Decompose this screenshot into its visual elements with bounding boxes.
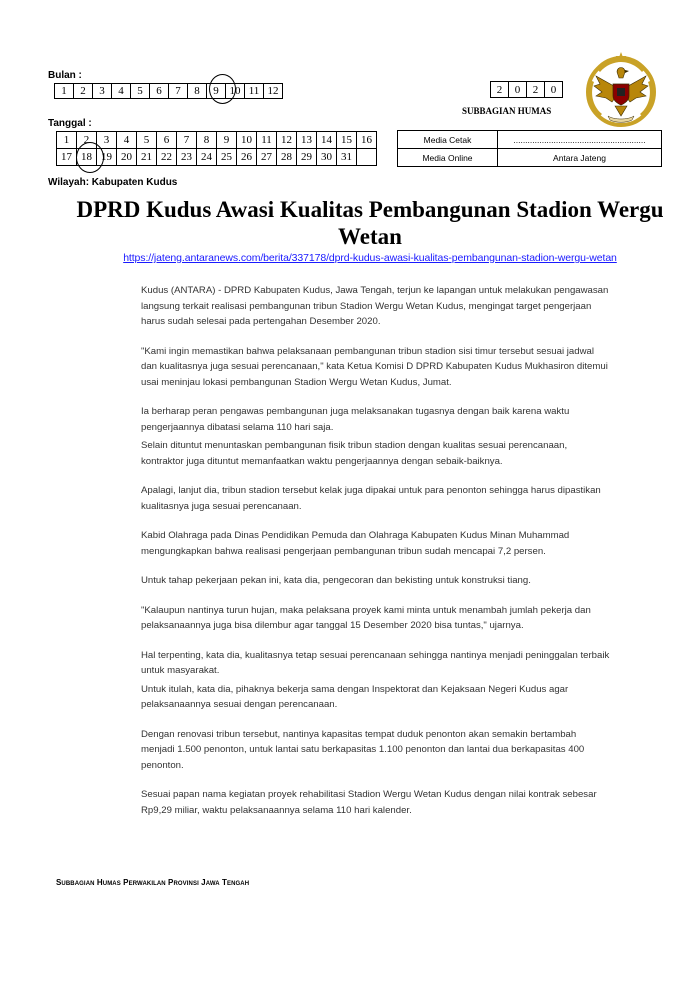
date-cell: 19 [97, 149, 117, 166]
month-cell-selected: 9 [207, 84, 226, 99]
date-cell: 30 [317, 149, 337, 166]
year-digit: 0 [545, 82, 563, 98]
date-cell: 4 [117, 132, 137, 149]
year-digit: 2 [491, 82, 509, 98]
date-cell: 14 [317, 132, 337, 149]
media-cetak-value: ........................................................ [498, 131, 662, 149]
date-cell: 7 [177, 132, 197, 149]
date-cell: 15 [337, 132, 357, 149]
date-cell: 25 [217, 149, 237, 166]
date-cell: 3 [97, 132, 117, 149]
month-cell: 1 [55, 84, 74, 99]
article-paragraph: Kudus (ANTARA) - DPRD Kabupaten Kudus, Jawa Tengah, terjun ke lapangan untuk melakukan pengawasan langsung terkait realisasi pembangunan tribun Stadion Wergu Wetan Kudus, mengingat target pengerjaan harus sudah selesai pada pertengahan Desember 2020. [141, 285, 609, 327]
article-paragraph: Selain dituntut menuntaskan pembangunan fisik tribun stadion dengan kualitas sesuai perencanaan, kontraktor juga dituntut memanfaatkan waktu pengerjaannya dengan sebaik-baiknya. [141, 440, 568, 467]
month-table [54, 83, 283, 99]
article-paragraph: Ia berharap peran pengawas pembangunan juga melaksanakan tugasnya dengan baik karena waktu pengerjaannya dibatasi selama 110 hari saja. [141, 406, 570, 433]
date-cell: 5 [137, 132, 157, 149]
date-cell: 9 [217, 132, 237, 149]
media-online-label: Media Online [398, 149, 498, 167]
article-paragraph: Apalagi, lanjut dia, tribun stadion tersebut kelak juga dipakai untuk para penonton sehingga harus dipastikan kualitasnya juga sesuai perencanaan. [141, 485, 601, 512]
date-cell: 17 [57, 149, 77, 166]
article-paragraph: Sesuai papan nama kegiatan proyek rehabilitasi Stadion Wergu Wetan Kudus dengan nilai kontrak sebesar Rp9,29 miliar, waktu pelaksanaannya selama 110 hari kalender. [141, 789, 597, 816]
bulan-label: Bulan : [48, 70, 82, 81]
article-paragraph: "Kalaupun nantinya turun hujan, maka pelaksana proyek kami minta untuk menambah jumlah pekerja dan pelaksanaannya juga bisa dilembur agar tanggal 15 Desember 2020 bisa tuntas," ujarnya. [141, 604, 591, 631]
media-table [397, 130, 662, 167]
month-cell: 5 [131, 84, 150, 99]
date-table [56, 131, 377, 166]
month-cell: 4 [112, 84, 131, 99]
date-cell: 12 [277, 132, 297, 149]
media-online-value: Antara Jateng [498, 149, 662, 167]
date-cell: 22 [157, 149, 177, 166]
date-cell: 28 [277, 149, 297, 166]
date-cell: 23 [177, 149, 197, 166]
tanggal-label: Tanggal : [48, 118, 92, 129]
selected-date-circle [76, 142, 104, 173]
date-cell: 20 [117, 149, 137, 166]
wilayah-label: Wilayah: Kabupaten Kudus [48, 177, 178, 188]
media-cetak-label: Media Cetak [398, 131, 498, 149]
article-paragraph: Hal terpenting, kata dia, kualitasnya tetap sesuai perencanaan sehingga nantinya menjadi peninggalan terbaik untuk masyarakat. [141, 649, 610, 676]
article-paragraph: Untuk tahap pekerjaan pekan ini, kata dia, pengecoran dan bekisting untuk konstruksi tiang. [141, 575, 531, 586]
month-cell: 12 [264, 84, 283, 99]
month-cell: 3 [93, 84, 112, 99]
year-digit: 2 [527, 82, 545, 98]
selected-month-circle [209, 74, 236, 104]
date-cell: 10 [237, 132, 257, 149]
date-cell: 2 [77, 132, 97, 149]
date-cell: 29 [297, 149, 317, 166]
date-cell: 24 [197, 149, 217, 166]
article-url-link[interactable]: https://jateng.antaranews.com/berita/337178/dprd-kudus-awasi-kualitas-pembangunan-stadion-wergu-wetan [123, 252, 617, 264]
date-cell: 31 [337, 149, 357, 166]
subbagian-humas-label: SUBBAGIAN HUMAS [462, 106, 552, 116]
article-paragraph: Dengan renovasi tribun tersebut, nantinya kapasitas tempat duduk penonton akan semakin bertambah menjadi 1.500 penonton, untuk lantai satu berkapasitas 1.100 penonton dan lantai dua berkapasitas 400 penonton. [141, 728, 585, 771]
date-cell [357, 149, 377, 166]
date-cell-selected: 18 [77, 149, 97, 166]
date-cell: 16 [357, 132, 377, 149]
garuda-emblem-icon [582, 50, 660, 130]
date-cell: 6 [157, 132, 177, 149]
date-cell: 26 [237, 149, 257, 166]
date-cell: 8 [197, 132, 217, 149]
date-cell: 11 [257, 132, 277, 149]
year-table [490, 81, 563, 98]
month-cell: 6 [150, 84, 169, 99]
article-paragraph: Untuk itulah, kata dia, pihaknya bekerja sama dengan Inspektorat dan Kejaksaan Negeri Kudus agar pelaksanaannya sesuai dengan perencanaan. [141, 683, 569, 710]
month-cell: 2 [74, 84, 93, 99]
month-cell: 7 [169, 84, 188, 99]
date-cell: 27 [257, 149, 277, 166]
date-cell: 21 [137, 149, 157, 166]
month-cell: 10 [226, 84, 245, 99]
month-cell: 8 [188, 84, 207, 99]
date-cell: 13 [297, 132, 317, 149]
year-digit: 0 [509, 82, 527, 98]
date-cell: 1 [57, 132, 77, 149]
article-title: DPRD Kudus Awasi Kualitas Pembangunan Stadion Wergu Wetan [76, 197, 664, 249]
article-paragraph: "Kami ingin memastikan bahwa pelaksanaan pembangunan tribun stadion sisi timur tersebut sesuai jadwal dan kualitasnya juga sesuai perencanaan," kata Ketua Komisi D DPRD Kabupaten Kudus Mukhasiron ditemui usai meninjau lokasi pembangunan Stadion Wergu Wetan Kudus, Jumat. [141, 345, 608, 388]
month-cell: 11 [245, 84, 264, 99]
article-paragraph: Kabid Olahraga pada Dinas Pendidikan Pemuda dan Olahraga Kabupaten Kudus Minan Muhammad mengungkapkan bahwa realisasi pengerjaan pembangunan tribun sudah mencapai 7,2 persen. [141, 530, 570, 557]
footer-label: Subbagian Humas Perwakilan Provinsi Jawa Tengah [56, 878, 250, 887]
article-body [141, 283, 611, 818]
